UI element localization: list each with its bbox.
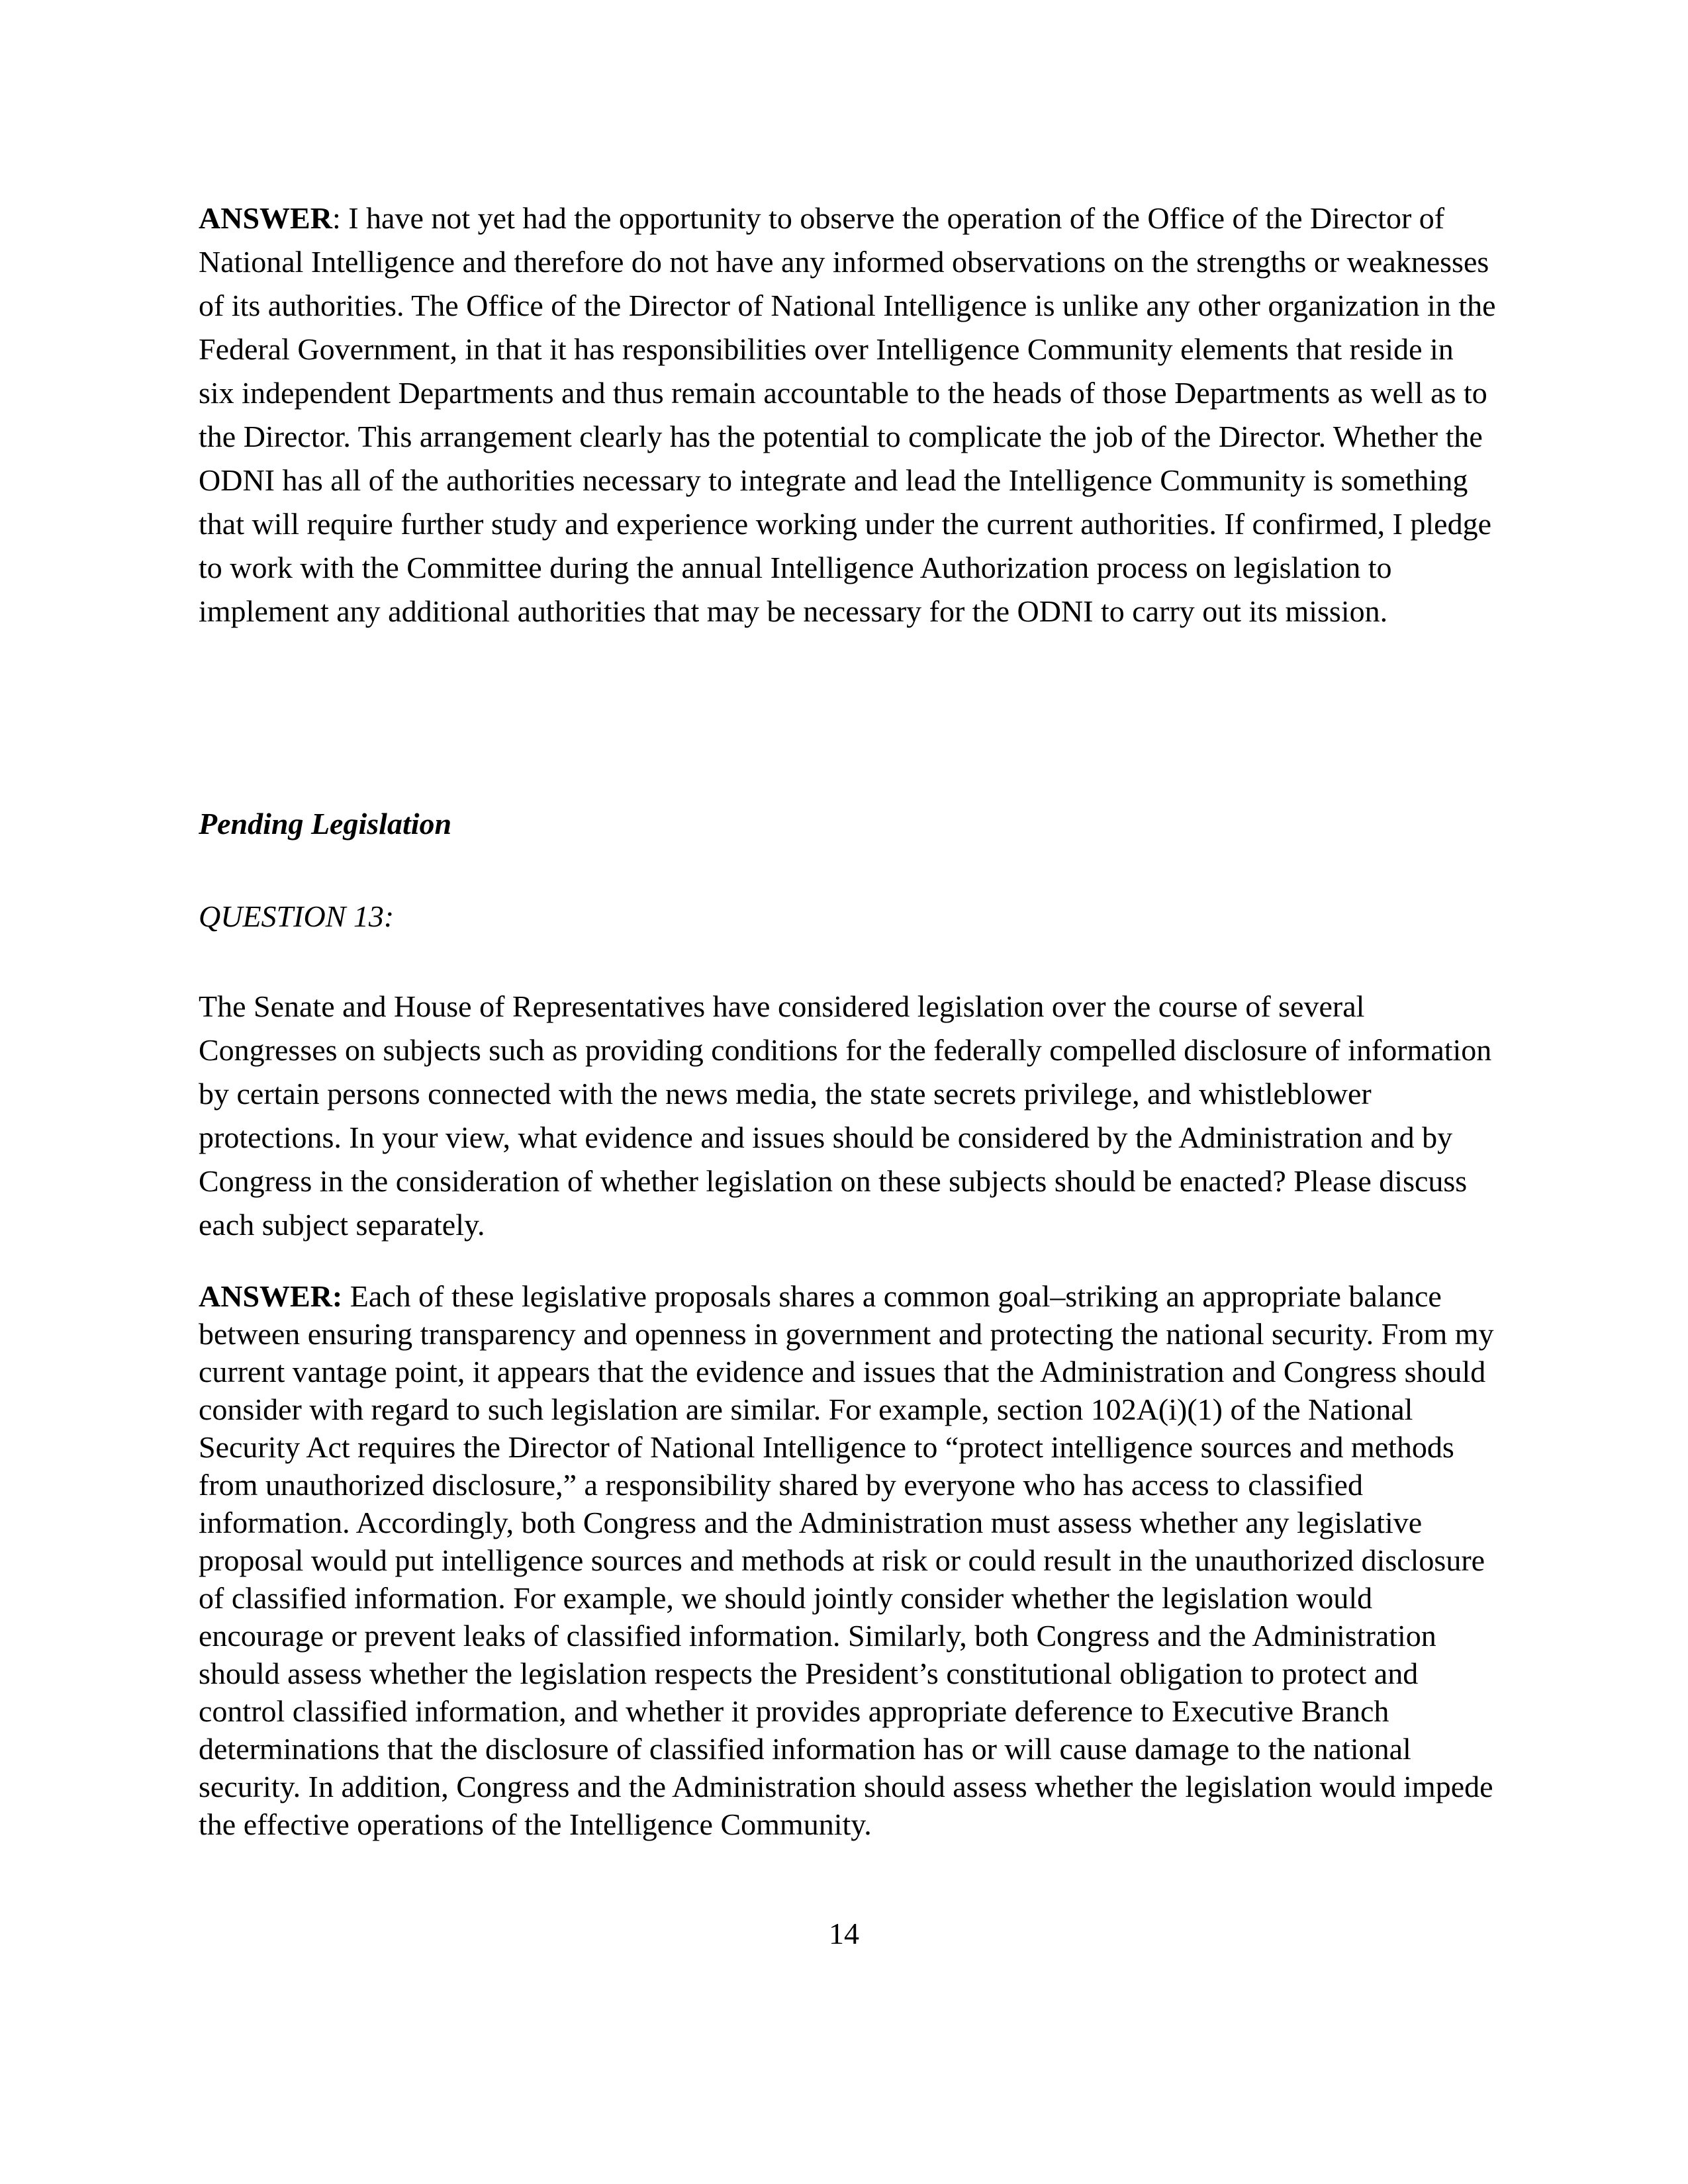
answer-13-paragraph [199,1277,1496,1843]
answer-13-label: ANSWER: [199,1279,343,1313]
answer-12-text: I have not yet had the opportunity to observe the operation of the Office of the Director of National Intelligence and therefore do not have any informed observations on the strengths or weaknesses of its authorities. The Office of the Director of National Intelligence is unlike any other organization in the Federal Government, in that it has responsibilities over Intelligence Community elements that reside in six independent Departments and thus remain accountable to the heads of those Departments as well as to the Director. This arrangement clearly has the potential to complicate the job of the Director. Whether the ODNI has all of the authorities necessary to integrate and lead the Intelligence Community is something that will require further study and experience working under the current authorities. If confirmed, I pledge to work with the Committee during the annual Intelligence Authorization process on legislation to implement any additional authorities that may be necessary for the ODNI to carry out its mission. [199,201,1496,628]
page-number: 14 [829,1917,859,1950]
answer-12-label: ANSWER [199,201,332,235]
question-13-paragraph: The Senate and House of Representatives have considered legislation over the course of several Congresses on subjects such as providing conditions for the federally compelled disclosure of information by certain persons connected with the news media, the state secrets privilege, and whistleblower protections. In your view, what evidence and issues should be considered by the Administration and by Congress in the consideration of whether legislation on these subjects should be enacted? Please discuss each subject separately. [199,989,1492,1242]
section-heading: Pending Legislation [199,807,452,841]
question-13-label: QUESTION 13: [199,899,395,933]
answer-12-paragraph [199,197,1496,633]
answer-12-colon: : [332,201,341,235]
answer-13-text: Each of these legislative proposals shares a common goal–striking an appropriate balance between ensuring transparency and openness in government and protecting the national security. From my current vantage point, it appears that the evidence and issues that the Administration and Congress should consider with regard to such legislation are similar. For example, section 102A(i)(1) of the National Security Act requires the Director of National Intelligence to “protect intelligence sources and methods from unauthorized disclosure,” a responsibility shared by everyone who has access to classified information. Accordingly, both Congress and the Administration must assess whether any legislative proposal would put intelligence sources and methods at risk or could result in the unauthorized disclosure of classified information. For example, we should jointly consider whether the legislation would encourage or prevent leaks of classified information. Similarly, both Congress and the Administration should assess whether the legislation respects the President’s constitutional obligation to protect and control classified information, and whether it provides appropriate deference to Executive Branch determinations that the disclosure of classified information has or will cause damage to the national security. In addition, Congress and the Administration should assess whether the legislation would impede the effective operations of the Intelligence Community. [199,1279,1494,1841]
